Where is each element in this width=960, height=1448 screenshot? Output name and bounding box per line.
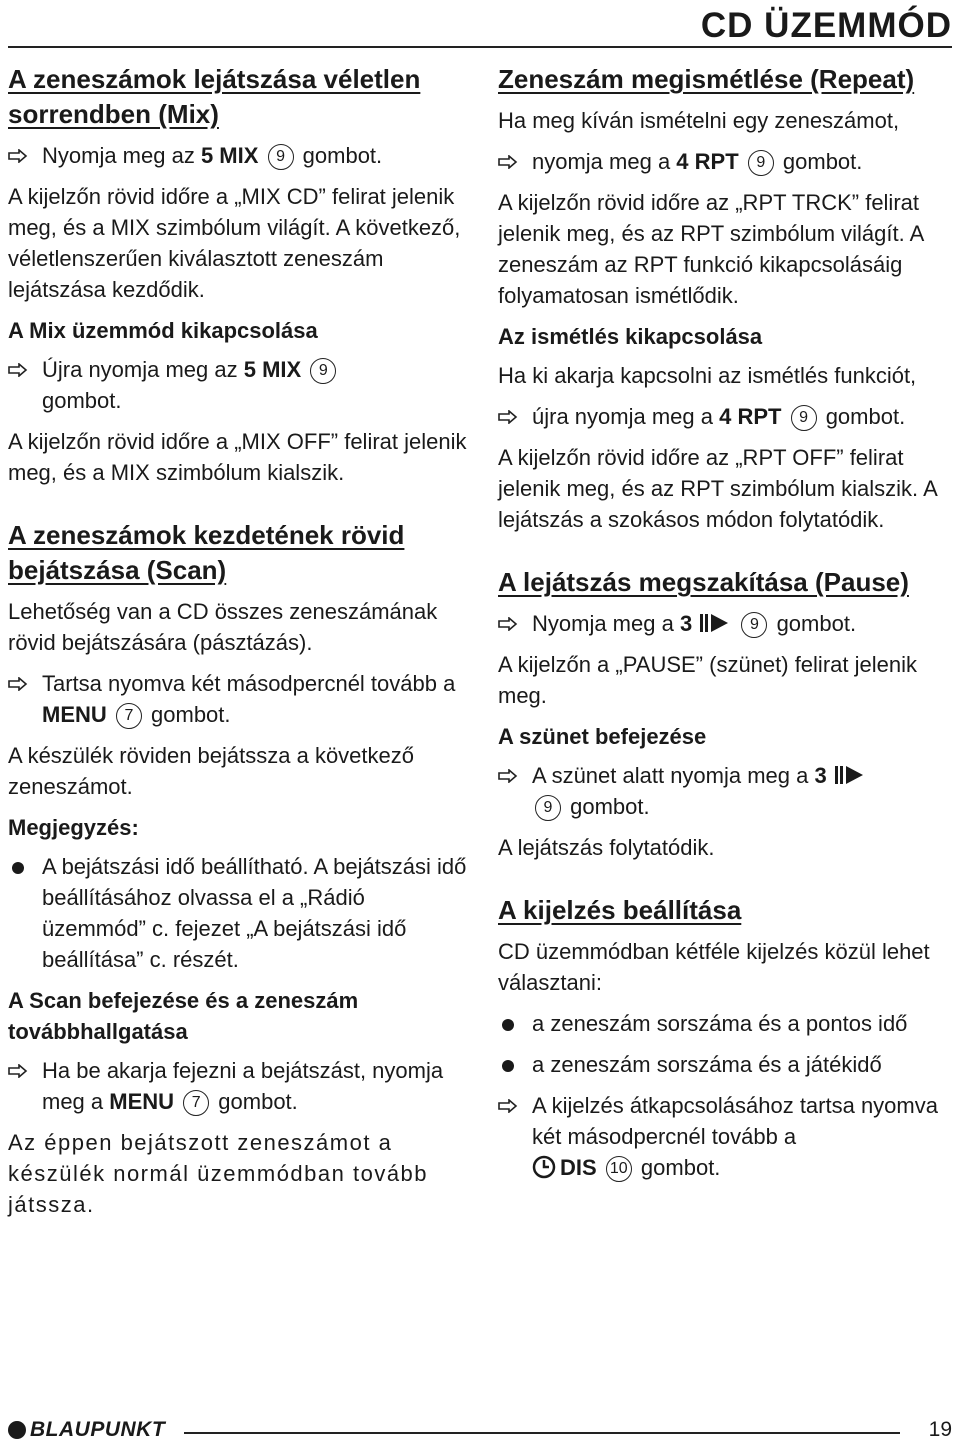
- scan-step-2: [8, 1055, 468, 1117]
- arrow-icon: [498, 1099, 518, 1113]
- repeat-description: A kijelzőn rövid időre az „RPT TRCK” felirat jelenik meg, és az RPT szimbólum világít. A zeneszám az RPT funkció kikapcsolásáig folyamatosan ismétlődik.: [498, 190, 924, 308]
- step-text: gombot.: [819, 404, 906, 429]
- repeat-off-description: A kijelzőn rövid időre az „RPT OFF” felirat jelenik meg, és az RPT szimbólum kialszik. A lejátszás a szokásos módon folytatódik.: [498, 445, 937, 532]
- arrow-icon: [8, 1064, 28, 1078]
- pause-end-description: A lejátszás folytatódik.: [498, 835, 715, 860]
- mix-step-2: [8, 354, 468, 416]
- button-label: 3: [814, 763, 827, 788]
- display-intro: CD üzemmódban kétféle kijelzés közül lehet választani:: [498, 939, 930, 995]
- bullet-dot-icon: [12, 862, 24, 874]
- logo-dot-icon: [8, 1421, 26, 1439]
- scan-end-description: Az éppen bejátszott zeneszámot a készülék normál üzemmódban tovább játssza.: [8, 1130, 429, 1217]
- pause-heading: A lejátszás megszakítása (Pause): [498, 567, 909, 597]
- button-label: 5 MIX: [200, 143, 259, 168]
- step-text: gombot.: [776, 149, 863, 174]
- note-heading: Megjegyzés:: [8, 815, 139, 840]
- repeat-off-intro: Ha ki akarja kapcsolni az ismétlés funkciót,: [498, 363, 917, 388]
- step-text: gombot.: [296, 143, 383, 168]
- button-label: 4 RPT: [719, 404, 782, 429]
- bullet-text: a zeneszám sorszáma és a játékidő: [532, 1052, 882, 1077]
- step-text: gombot.: [42, 388, 122, 413]
- step-text: gombot.: [144, 702, 231, 727]
- note-bullet: [8, 851, 468, 975]
- right-column: [498, 62, 954, 1193]
- button-label: 3: [679, 611, 693, 636]
- display-heading: A kijelzés beállítása: [498, 895, 742, 925]
- arrow-icon: [498, 155, 518, 169]
- button-number-badge: 9: [748, 150, 774, 176]
- repeat-intro: Ha meg kíván ismételni egy zeneszámot,: [498, 108, 900, 133]
- scan-heading: A zeneszámok kezdetének rövid bejátszása (Scan): [8, 520, 405, 585]
- step-text: gombot.: [770, 611, 857, 636]
- left-column: [8, 62, 468, 1230]
- mix-description: A kijelzőn rövid időre a „MIX CD” felirat jelenik meg, és a MIX szimbólum világít. A következő, véletlenszerűen kiválasztott zeneszám lejátszása kezdődik.: [8, 184, 461, 302]
- step-text: nyomja meg a: [532, 149, 677, 174]
- step-text: újra nyomja meg a: [532, 404, 720, 429]
- scan-description: A készülék röviden bejátssza a következő zeneszámot.: [8, 743, 415, 799]
- brand-name: BLAUPUNKT: [30, 1418, 166, 1441]
- pause-step-2: [498, 760, 954, 822]
- page-header-title: CD ÜZEMMÓD: [700, 6, 952, 45]
- mix-heading: A zeneszámok lejátszása véletlen sorrendben (Mix): [8, 64, 421, 129]
- step-text: A kijelzés átkapcsolásához tartsa nyomva két másodpercnél tovább a: [532, 1093, 938, 1149]
- button-label: DIS: [560, 1155, 597, 1180]
- pause-description: A kijelzőn a „PAUSE” (szünet) felirat jelenik meg.: [498, 652, 917, 708]
- repeat-heading: Zeneszám megismétlése (Repeat): [498, 64, 915, 94]
- display-bullet-1: [498, 1008, 954, 1039]
- arrow-icon: [498, 769, 518, 783]
- button-number-badge: 9: [310, 358, 336, 384]
- button-number-badge: 9: [741, 612, 767, 638]
- scan-end-heading: A Scan befejezése és a zeneszám továbbhallgatása: [8, 988, 359, 1044]
- step-text: Újra nyomja meg az: [42, 357, 244, 382]
- button-number-badge: 10: [606, 1156, 632, 1182]
- clock-icon: [532, 1155, 556, 1179]
- button-label: MENU: [109, 1089, 175, 1114]
- brand-logo: [8, 1418, 165, 1442]
- repeat-off-heading: Az ismétlés kikapcsolása: [498, 324, 763, 349]
- scan-intro: Lehetőség van a CD összes zeneszámának rövid bejátszására (pásztázás).: [8, 599, 438, 655]
- arrow-icon: [8, 149, 28, 163]
- step-text: A szünet alatt nyomja meg a: [532, 763, 815, 788]
- mix-off-description: A kijelzőn rövid időre a „MIX OFF” felirat jelenik meg, és a MIX szimbólum kialszik.: [8, 429, 467, 485]
- step-text: gombot.: [634, 1155, 721, 1180]
- display-step-1: [498, 1090, 954, 1183]
- step-text: Nyomja meg az: [42, 143, 201, 168]
- pause-end-heading: A szünet befejezése: [498, 724, 707, 749]
- button-number-badge: 7: [183, 1090, 209, 1116]
- step-text: Ha be akarja fejezni a bejátszást, nyomja meg a: [42, 1058, 444, 1114]
- bullet-dot-icon: [502, 1060, 514, 1072]
- button-number-badge: 9: [791, 405, 817, 431]
- button-number-badge: 9: [535, 795, 561, 821]
- arrow-icon: [498, 617, 518, 631]
- arrow-icon: [8, 363, 28, 377]
- bullet-text: A bejátszási idő beállítható. A bejátszási idő beállításához olvassa el a „Rádió üzemmód” c. fejezet „A bejátszási idő beállítása” c. részét.: [42, 854, 467, 972]
- button-label: MENU: [42, 702, 107, 727]
- button-number-badge: 9: [268, 144, 294, 170]
- repeat-step-1: [498, 146, 954, 177]
- footer-rule: [184, 1432, 900, 1434]
- pause-step-1: [498, 608, 954, 639]
- button-number-badge: 7: [116, 703, 142, 729]
- mix-off-heading: A Mix üzemmód kikapcsolása: [8, 318, 318, 343]
- page-number: 19: [928, 1418, 952, 1441]
- step-text: gombot.: [212, 1089, 298, 1114]
- bullet-text: a zeneszám sorszáma és a pontos idő: [532, 1011, 908, 1036]
- arrow-icon: [498, 410, 518, 424]
- scan-step-1: [8, 668, 468, 730]
- button-label: 4 RPT: [676, 149, 739, 174]
- mix-step-1: [8, 140, 468, 171]
- header-rule: [8, 46, 952, 48]
- play-pause-icon: [700, 612, 730, 634]
- step-text: gombot.: [564, 794, 650, 819]
- arrow-icon: [8, 677, 28, 691]
- bullet-dot-icon: [502, 1019, 514, 1031]
- step-text: Nyomja meg a: [532, 611, 680, 636]
- play-pause-icon: [835, 764, 865, 786]
- repeat-step-2: [498, 401, 954, 432]
- step-text: Tartsa nyomva két másodpercnél tovább a: [42, 671, 456, 696]
- display-bullet-2: [498, 1049, 954, 1080]
- button-label: 5 MIX: [243, 357, 302, 382]
